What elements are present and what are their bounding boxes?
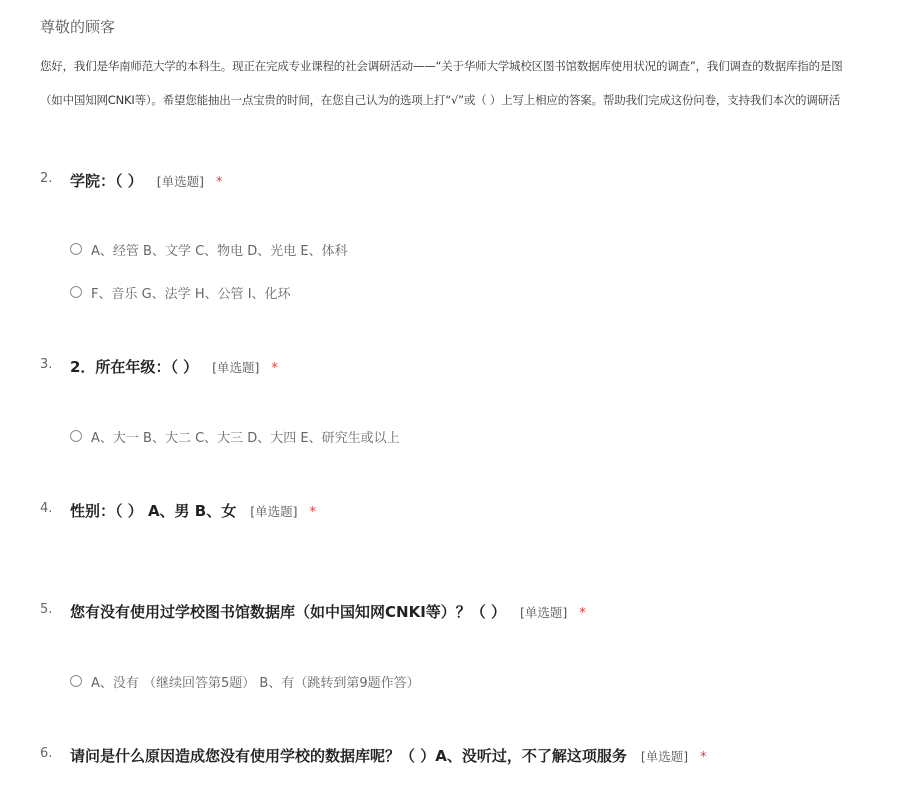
option-label: A、经管 B、文学 C、物电 D、光电 E、体科 [91, 243, 348, 259]
option-college-group-1[interactable] [70, 240, 348, 258]
radio-button[interactable] [70, 243, 82, 255]
question-title-gender [70, 500, 316, 521]
question-number: 4. [40, 501, 53, 516]
option-label: A、没有 （继续回答第5题） B、有（跳转到第9题作答） [91, 675, 420, 691]
question-text: 您有没有使用过学校图书馆数据库（如中国知网CNKI等）？（ ） [70, 603, 506, 621]
question-type-badge: [单选题] [520, 605, 568, 620]
question-text: 学院：（ ） [70, 172, 143, 190]
radio-button[interactable] [70, 675, 82, 687]
question-type-badge: [单选题] [250, 504, 298, 519]
question-text: 2．所在年级：（ ） [70, 358, 199, 376]
question-type-badge: [单选题] [156, 174, 204, 189]
question-number: 5. [40, 602, 53, 617]
required-marker: * [579, 606, 586, 621]
option-label: A、大一 B、大二 C、大三 D、大四 E、研究生或以上 [91, 430, 400, 446]
question-text: 性别：（ ） A、男 B、女 [70, 502, 237, 520]
question-title-grade [70, 356, 278, 377]
greeting-heading: 尊敬的顾客 [40, 18, 116, 36]
option-college-group-2[interactable] [70, 283, 291, 301]
question-title-reason [70, 745, 707, 766]
question-text: 请问是什么原因造成您没有使用学校的数据库呢？（ ）A、没听过，不了解这项服务 [70, 747, 627, 765]
question-title-college [70, 170, 223, 191]
required-marker: * [216, 175, 223, 190]
radio-button[interactable] [70, 430, 82, 442]
question-number: 6. [40, 746, 53, 761]
option-label: F、音乐 G、法学 H、公管 I、化环 [91, 286, 291, 302]
radio-button[interactable] [70, 286, 82, 298]
intro-text-line-2: （如中国知网CNKI等）。希望您能抽出一点宝贵的时间，在您自己认为的选项上打“√”或（ ）上写上相应的答案。帮助我们完成这份问卷，支持我们本次的调研活 [40, 93, 841, 107]
question-type-badge: [单选题] [640, 749, 689, 764]
question-type-badge: [单选题] [212, 360, 260, 375]
required-marker: * [700, 750, 707, 765]
option-database-usage[interactable] [70, 672, 420, 690]
required-marker: * [309, 505, 316, 520]
question-number: 3. [40, 357, 53, 372]
question-title-database-usage [70, 601, 586, 622]
question-number: 2. [40, 171, 53, 186]
required-marker: * [271, 361, 278, 376]
option-grade[interactable] [70, 427, 400, 445]
intro-text-line-1: 您好，我们是华南师范大学的本科生。现正在完成专业课程的社会调研活动——“关于华师大学城校区图书馆数据库使用状况的调查”，我们调查的数据库指的是图 [40, 59, 843, 73]
